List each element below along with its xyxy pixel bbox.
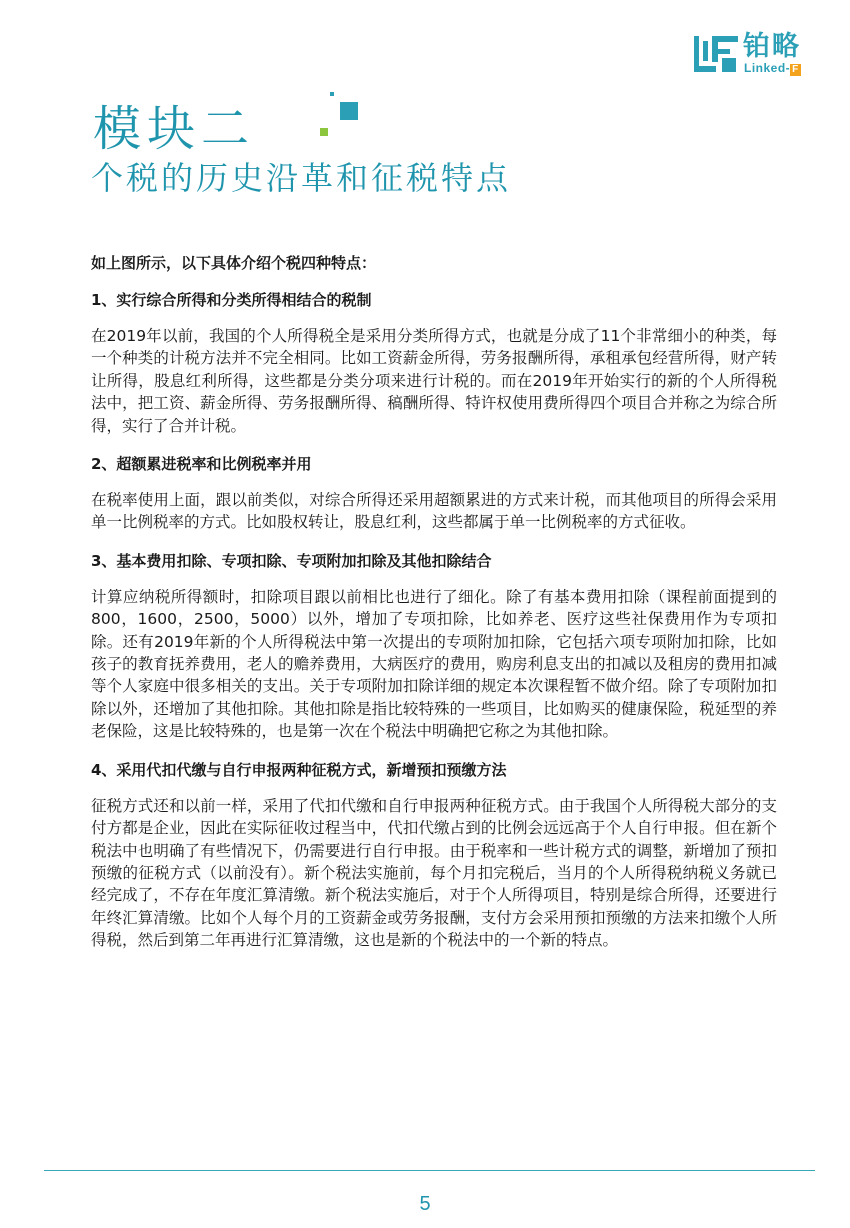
section-heading: 2、超额累进税率和比例税率并用 — [91, 455, 312, 474]
brand-logo — [694, 31, 824, 76]
footer-divider — [44, 1170, 815, 1171]
brand-name-en — [744, 61, 801, 76]
section-heading: 1、实行综合所得和分类所得相结合的税制 — [91, 291, 372, 309]
section-heading: 3、基本费用扣除、专项扣除、专项附加扣除及其他扣除结合 — [91, 551, 492, 570]
section-2 — [91, 453, 777, 534]
linked-f-logo-mark-icon — [694, 36, 740, 74]
section-1 — [91, 289, 777, 437]
module-title: 模块二 — [93, 101, 256, 157]
section-3 — [91, 550, 777, 743]
decorative-squares-icon — [318, 92, 366, 144]
page-number: 5 — [419, 1193, 431, 1215]
section-paragraph: 征税方式还和以前一样，采用了代扣代缴和自行申报两种征税方式。由于我国个人所得税大部分的支付方都是企业，因此在实际征收过程当中，代扣代缴占到的比例会远远高于个人自行申报。但在新个税法中也明确了有些情况下，仍需要进行自行申报。由于税率和一些计税方式的调整，新增加了预扣预缴的征税方式（以前没有）。新个税法实施前，每个月扣完税后，当月的个人所得税纳税义务就已经完成了，不存在年度汇算清缴。新个税法实施后，对于个人所得项目，特别是综合所得，还要进行年终汇算清缴。比如个人每个月的工资薪金或劳务报酬，支付方会采用预扣预缴的方法来扣缴个人所得税，然后到第二年再进行汇算清缴，这也是新的个税法中的一个新的特点。 — [91, 796, 777, 950]
brand-name-en-suffix: F — [792, 64, 799, 75]
module-subtitle: 个税的历史沿革和征税特点 — [91, 159, 512, 197]
section-paragraph: 在税率使用上面，跟以前类似，对综合所得还采用超额累进的方式来计税，而其他项目的所得会采用单一比例税率的方式。比如股权转让，股息红利，这些都属于单一比例税率的方式征收。 — [91, 491, 777, 532]
intro-text: 如上图所示，以下具体介绍个税四种特点： — [91, 254, 377, 272]
section-4 — [91, 759, 777, 952]
section-paragraph: 在2019年以前，我国的个人所得税全是采用分类所得方式，也就是分成了11个非常细小的种类，每一个种类的计税方法并不完全相同。比如工资薪金所得，劳务报酬所得，承租承包经营所得，财产转让所得，股息红利所得，这些都是分类分项来进行计税的。而在2019年开始实行的新的个人所得税法中，把工资、薪金所得、劳务报酬所得、稿酬所得、特许权使用费所得四个项目合并称之为综合所得，实行了合并计税。 — [91, 327, 777, 435]
section-paragraph: 计算应纳税所得额时，扣除项目跟以前相比也进行了细化。除了有基本费用扣除（课程前面提到的800，1600，2500，5000）以外，增加了专项扣除，比如养老、医疗这些社保费用作为专项扣除。还有2019年新的个人所得税法中第一次提出的专项附加扣除，它包括六项专项附加扣除，比如孩子的教育抚养费用，老人的赡养费用，大病医疗的费用，购房利息支出的扣减以及租房的费用扣减等个人家庭中很多相关的支出。关于专项附加扣除详细的规定本次课程暂不做介绍。除了专项附加扣除以外，还增加了其他扣除。其他扣除是指比较特殊的一些项目，比如购买的健康保险，税延型的养老保险，这是比较特殊的，也是第一次在个税法中明确把它称之为其他扣除。 — [91, 587, 777, 741]
document-body — [91, 252, 777, 968]
section-heading: 4、采用代扣代缴与自行申报两种征税方式，新增预扣预缴方法 — [91, 760, 507, 779]
brand-name-en-text: Linked- — [744, 61, 791, 75]
brand-name-cn: 铂略 — [743, 31, 801, 62]
